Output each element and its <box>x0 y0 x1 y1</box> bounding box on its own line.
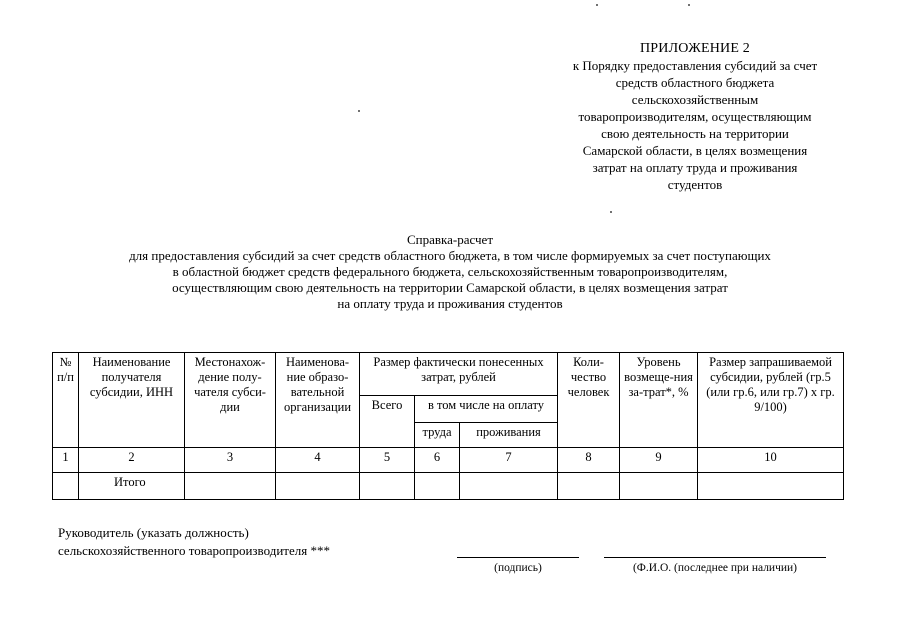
signer-block <box>58 524 330 560</box>
total-cell-empty <box>185 473 276 500</box>
appendix-line: средств областного бюджета <box>615 75 775 90</box>
header-housing: проживания <box>460 423 558 448</box>
total-row-label: Итого <box>79 473 185 500</box>
signature-line <box>457 557 579 558</box>
appendix-block <box>530 40 860 193</box>
appendix-line: Самарской области, в целях возмещения <box>582 143 808 158</box>
header-total: Всего <box>360 396 415 448</box>
column-number: 5 <box>360 448 415 473</box>
document-heading <box>40 232 860 312</box>
column-number-row <box>53 448 844 473</box>
total-cell-empty <box>460 473 558 500</box>
header-costs: Размер фактически понесенных затрат, рублей <box>360 353 558 396</box>
column-number: 8 <box>558 448 620 473</box>
signature-caption: (подпись) <box>494 562 542 574</box>
total-cell-empty <box>698 473 844 500</box>
column-number: 10 <box>698 448 844 473</box>
header-num: № п/п <box>53 353 79 448</box>
column-number: 3 <box>185 448 276 473</box>
header-including: в том числе на оплату <box>415 396 558 423</box>
calculation-table <box>52 352 844 500</box>
subtitle-line: осуществляющим свою деятельность на территории Самарской области, в целях возмещения затрат <box>172 280 728 295</box>
scan-speck <box>610 211 612 213</box>
column-number: 2 <box>79 448 185 473</box>
subtitle-line: для предоставления субсидий за счет средств областного бюджета, в том числе формируемых за счет поступающих <box>129 248 771 263</box>
subtitle-line: в областной бюджет средств федерального бюджета, сельскохозяйственным товаропроизводителям, <box>172 264 728 279</box>
signer-line-1: Руководитель (указать должность) <box>58 525 249 540</box>
header-location: Местонахож-дение полу-чателя субси-дии <box>185 353 276 448</box>
appendix-line: студентов <box>667 177 723 192</box>
appendix-title: ПРИЛОЖЕНИЕ 2 <box>639 41 751 56</box>
total-cell-empty <box>620 473 698 500</box>
header-labor: труда <box>415 423 460 448</box>
scan-speck <box>688 4 690 6</box>
appendix-line: товаропроизводителям, осуществляющим <box>578 109 812 124</box>
name-line <box>604 557 826 558</box>
total-cell-empty <box>53 473 79 500</box>
total-cell-empty <box>558 473 620 500</box>
total-cell-empty <box>415 473 460 500</box>
name-caption: (Ф.И.О. (последнее при наличии) <box>632 562 798 574</box>
scan-speck <box>596 4 598 6</box>
column-number: 7 <box>460 448 558 473</box>
subtitle-line: на оплату труда и проживания студентов <box>337 296 563 311</box>
appendix-line: затрат на оплату труда и проживания <box>592 160 798 175</box>
column-number: 6 <box>415 448 460 473</box>
signer-line-2: сельскохозяйственного товаропроизводителя *** <box>58 543 330 558</box>
column-number: 4 <box>276 448 360 473</box>
appendix-line: сельскохозяйственным <box>631 92 759 107</box>
header-recipient: Наименование получателя субсидии, ИНН <box>79 353 185 448</box>
header-institution: Наименова-ние образо-вательной организации <box>276 353 360 448</box>
total-cell-empty <box>360 473 415 500</box>
total-cell-empty <box>276 473 360 500</box>
header-requested: Размер запрашиваемой субсидии, рублей (гр.5 (или гр.6, или гр.7) х гр. 9/100) <box>698 353 844 448</box>
header-count: Коли-чество человек <box>558 353 620 448</box>
total-row <box>53 473 844 500</box>
scan-speck <box>358 110 360 112</box>
header-level: Уровень возмеще-ния за-трат*, % <box>620 353 698 448</box>
document-title: Справка-расчет <box>406 232 494 247</box>
appendix-line: к Порядку предоставления субсидий за счет <box>572 58 818 73</box>
appendix-line: свою деятельность на территории <box>601 126 789 141</box>
column-number: 1 <box>53 448 79 473</box>
column-number: 9 <box>620 448 698 473</box>
